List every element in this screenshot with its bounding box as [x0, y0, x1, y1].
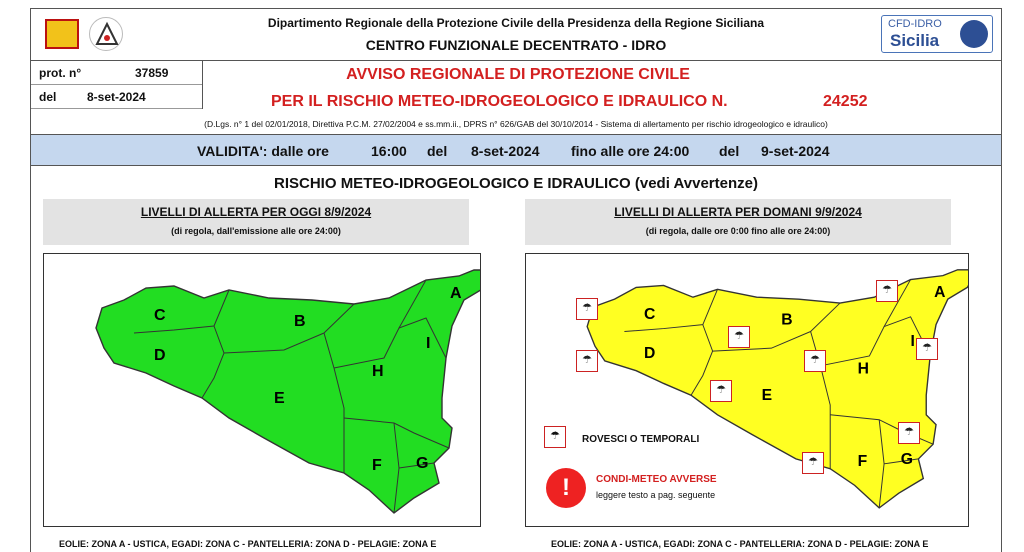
sicily-regions: [96, 270, 480, 513]
tomorrow-levels-header: [525, 199, 951, 245]
rain-storm-icon: ☂: [876, 280, 898, 302]
zone-label-i: I: [910, 333, 915, 351]
department-name: Dipartimento Regionale della Protezione Civile della Presidenza della Regione Siciliana: [267, 16, 765, 30]
rain-storm-icon: ☂: [728, 326, 750, 348]
date-label: del: [39, 90, 57, 104]
zone-label-h: H: [372, 363, 384, 380]
validity-from-date: 8-set-2024: [471, 143, 540, 159]
zone-label-e: E: [761, 387, 773, 405]
sicily-regions: [587, 270, 968, 508]
today-footer: EOLIE: ZONA A - USTICA, EGADI: ZONA C - PANTELLERIA: ZONA D - PELAGIE: ZONA E: [59, 539, 437, 549]
zone-label-f: F: [857, 452, 868, 470]
cfd-logo: [881, 15, 993, 53]
rain-storm-icon: ☂: [710, 380, 732, 402]
risk-title: RISCHIO METEO-IDROGEOLOGICO E IDRAULICO (vedi Avvertenze): [274, 175, 758, 192]
validity-until: fino alle ore 24:00: [571, 143, 690, 159]
zone-label-g: G: [900, 450, 913, 468]
zone-label-a: A: [450, 285, 462, 302]
validity-del-2: del: [719, 143, 740, 159]
tomorrow-subtitle: (di regola, dalle ore 0:00 fino alle ore 24:00): [645, 226, 831, 236]
today-subtitle: (di regola, dall'emissione alle ore 24:00): [171, 226, 341, 236]
today-sicily-map: [44, 254, 480, 526]
tomorrow-sicily-map: [526, 254, 968, 526]
zone-label-f: F: [372, 457, 382, 474]
adverse-label: CONDI-METEO AVVERSE: [596, 474, 717, 485]
zone-label-b: B: [294, 313, 306, 330]
zone-label-i: I: [426, 335, 431, 352]
prot-date: 8-set-2024: [87, 90, 146, 104]
zone-label-e: E: [274, 390, 285, 407]
notice-number: 24252: [823, 93, 868, 110]
adverse-sub: leggere testo a pag. seguente: [596, 490, 716, 500]
zone-label-d: D: [154, 347, 166, 364]
rain-storm-icon: ☂: [916, 338, 938, 360]
alert-document: [30, 8, 1002, 552]
validity-del-1: del: [427, 143, 448, 159]
validity-from-time: 16:00: [371, 143, 407, 159]
legal-references: (D.Lgs. n° 1 del 02/01/2018, Direttiva P.C.M. 27/02/2004 e ss.mm.ii., DPRS n° 626/GAB del 30/10/2014 - Sistema di allertamento per rischio idrogeologico e idraulico): [204, 119, 828, 129]
document-header: [31, 9, 1001, 61]
tomorrow-title: LIVELLI DI ALLERTA PER DOMANI 9/9/2024: [614, 205, 862, 219]
validity-to-date: 9-set-2024: [761, 143, 830, 159]
center-name: CENTRO FUNZIONALE DECENTRATO - IDRO: [365, 37, 667, 53]
tomorrow-footer: EOLIE: ZONA A - USTICA, EGADI: ZONA C - PANTELLERIA: ZONA D - PELAGIE: ZONA E: [551, 539, 929, 549]
today-title: LIVELLI DI ALLERTA PER OGGI 8/9/2024: [140, 205, 372, 219]
tomorrow-map: [525, 253, 969, 527]
cfd-emblem-icon: [960, 20, 988, 48]
zone-label-b: B: [781, 311, 793, 329]
rain-storm-icon: ☂: [576, 298, 598, 320]
zone-label-h: H: [857, 360, 869, 378]
validity-bar: [31, 134, 1001, 166]
today-levels-header: [43, 199, 469, 245]
zone-label-c: C: [644, 305, 656, 323]
rain-storm-icon: ☂: [576, 350, 598, 372]
exclamation-icon: !: [546, 468, 586, 508]
notice-title: AVVISO REGIONALE DI PROTEZIONE CIVILE: [346, 66, 690, 83]
zone-label-g: G: [416, 455, 429, 472]
protocol-box: [31, 61, 203, 109]
rain-storm-icon: ☂: [898, 422, 920, 444]
cfd-region: Sicilia: [890, 31, 940, 50]
storm-legend-label: ROVESCI O TEMPORALI: [582, 434, 700, 445]
notice-subtitle: PER IL RISCHIO METEO-IDROGEOLOGICO E IDRAULICO N.: [271, 93, 728, 110]
validity-label: VALIDITA': dalle ore: [197, 143, 329, 159]
rain-storm-icon: ☂: [802, 452, 824, 474]
zone-label-a: A: [934, 284, 946, 302]
storm-legend-icon: ☂: [544, 426, 566, 448]
prot-number: 37859: [135, 66, 169, 80]
prot-label: prot. n°: [39, 66, 82, 80]
zone-label-d: D: [644, 344, 656, 362]
today-map: [43, 253, 481, 527]
rain-storm-icon: ☂: [804, 350, 826, 372]
cfd-label: CFD-IDRO: [888, 18, 942, 30]
zone-label-c: C: [154, 307, 166, 324]
